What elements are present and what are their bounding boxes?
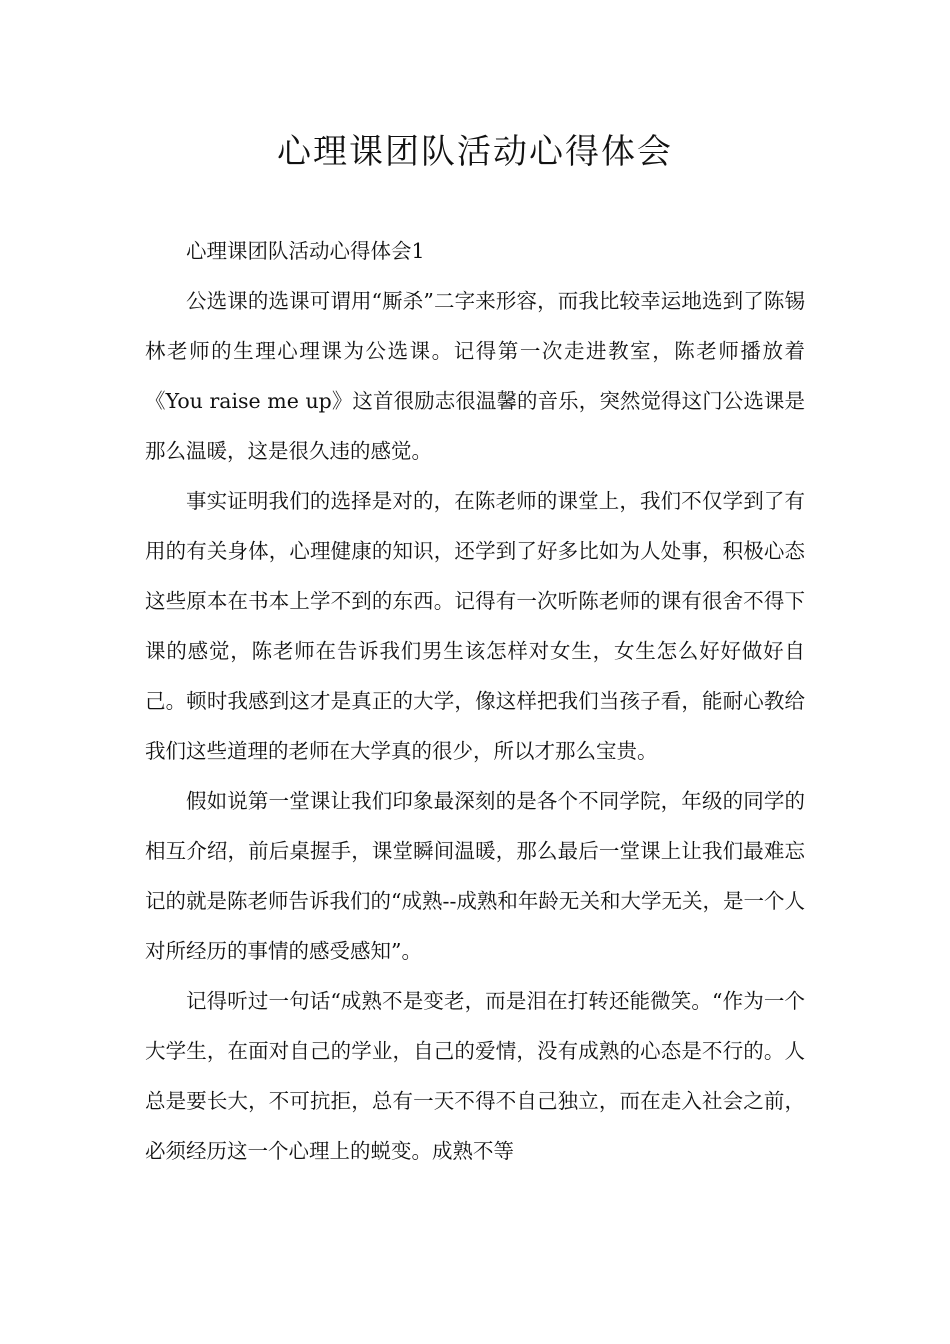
paragraph-4: 记得听过一句话“成熟不是变老，而是泪在打转还能微笑。“作为一个大学生，在面对自己的学业，自己的爱情，没有成熟的心态是不行的。人总是要长大，不可抗拒，总有一天不得不自己独立，而在走入社会之前，必须经历这一个心理上的蜕变。成熟不等	[145, 989, 805, 1163]
document-body	[145, 226, 805, 1176]
paragraph-1: 公选课的选课可谓用“厮杀”二字来形容，而我比较幸运地选到了陈锡林老师的生理心理课为公选课。记得第一次走进教室，陈老师播放着《You raise me up》这首很励志很温馨的音乐，突然觉得这门公选课是那么温暖，这是很久违的感觉。	[145, 289, 805, 463]
document-title: 心理课团队活动心得体会	[277, 132, 673, 172]
paragraph-2: 事实证明我们的选择是对的，在陈老师的课堂上，我们不仅学到了有用的有关身体，心理健康的知识，还学到了好多比如为人处事，积极心态这些原本在书本上学不到的东西。记得有一次听陈老师的课有很舍不得下课的感觉，陈老师在告诉我们男生该怎样对女生，女生怎么好好做好自己。顿时我感到这才是真正的大学，像这样把我们当孩子看，能耐心教给我们这些道理的老师在大学真的很少，所以才那么宝贵。	[145, 489, 805, 763]
section-heading: 心理课团队活动心得体会1	[186, 239, 425, 263]
paragraph-3: 假如说第一堂课让我们印象最深刻的是各个不同学院，年级的同学的相互介绍，前后桌握手，课堂瞬间温暖，那么最后一堂课上让我们最难忘记的就是陈老师告诉我们的“成熟--成熟和年龄无关和大学无关，是一个人对所经历的事情的感受感知”。	[145, 789, 805, 963]
